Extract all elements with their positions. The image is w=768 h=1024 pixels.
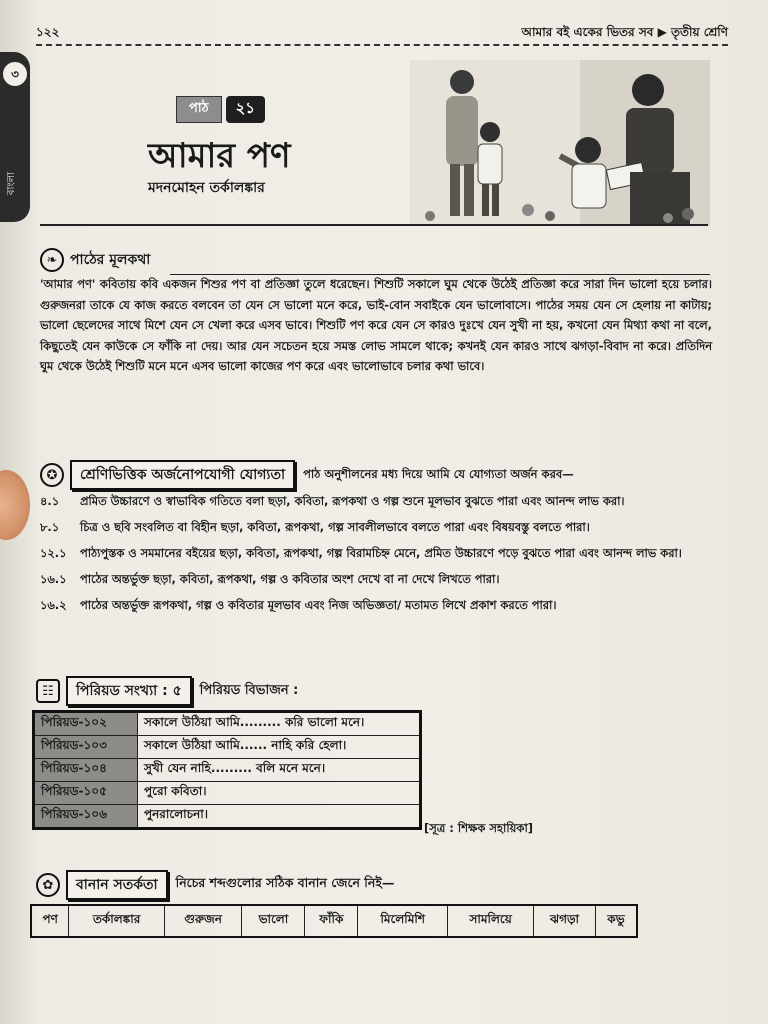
table-row: পিরিয়ড-১০৪ সুখী যেন নাহি......... বলি মনে মনে। [34, 759, 421, 782]
competency-list [40, 492, 720, 622]
list-item: ১৬.২ পাঠের অন্তর্ভুক্ত রূপকথা, গল্প ও কবিতার মূলভাব এবং নিজ অভিজ্ঞতা/ মতামত লিখে প্রকাশ করতে পারা। [40, 598, 557, 612]
table-row: পিরিয়ড-১০৫ পুরো কবিতা। [34, 782, 421, 805]
table-row: পণ তর্কালঙ্কার গুরুজন ভালো ফাঁকি মিলেমিশি সামলিয়ে ঝগড়া কভু [31, 905, 637, 937]
list-item: ১২.১ পাঠ্যপুস্তক ও সমমানের বইয়ের ছড়া, কবিতা, রূপকথা, গল্প বিরামচিহ্ন মেনে, প্রমিত উচ্চারণে পড়ে বুঝতে পারা এবং আনন্দ লাভ করা। [40, 546, 682, 560]
page-title: আমার পণ [148, 136, 291, 176]
book-title: আমার বই একের ভিতর সব [521, 25, 654, 39]
badge-icon: ✪ [40, 463, 64, 487]
finger-thumb [0, 470, 30, 540]
tab-number: ৩ [3, 62, 27, 86]
lesson-word: পাঠ [176, 96, 222, 123]
bookmark-icon: ❧ [40, 248, 64, 272]
running-header [522, 24, 728, 44]
table-row: পিরিয়ড-১০২ সকালে উঠিয়া আমি......... করি ভালো মনে। [34, 712, 421, 736]
summary-heading: ❧ পাঠের মূলকথা [40, 248, 150, 272]
spelling-note: নিচের শব্দগুলোর সঠিক বানান জেনে নিই— [175, 875, 395, 890]
author-name: মদনমোহন তর্কালঙ্কার [148, 180, 265, 196]
bee-icon: ✿ [36, 873, 60, 897]
calendar-icon: ☷ [36, 679, 60, 703]
list-item: ১৬.১ পাঠের অন্তর্ভুক্ত ছড়া, কবিতা, রূপকথা, গল্প ও কবিতার অংশ দেখে বা না দেখে লিখতে পারা। [40, 572, 500, 586]
page-number: ১২২ [36, 25, 60, 39]
header-divider [36, 44, 728, 46]
lesson-number: ২১ [226, 96, 266, 123]
period-table [32, 710, 422, 830]
table-row: পিরিয়ড-১০৩ সকালে উঠিয়া আমি...... নাহি করি হেলা। [34, 736, 421, 759]
lesson-badge [176, 96, 265, 123]
summary-text: 'আমার পণ' কবিতায় কবি একজন শিশুর পণ বা প্রতিজ্ঞা তুলে ধরেছেন। শিশুটি সকালে ঘুম থেকে উঠেই প্রতিজ্ঞা করে সারা দিন ভালো হয়ে চলার। গুরুজনরা তাকে যে কাজ করতে বলবেন তা যেন সে ভালো মনে করে, ভাই-বোন সবাইকে যেন ভালোবাসে। পাঠের সময় যেন সে হেলায় না কাটায়; ভালো ছেলেদের সাথে মিশে যেন সে খেলা করে এসব ভাবে। শিশুটি পণ করে যেন সে কারও দুঃখে যেন সুখী না হয়, কখনো যেন মিথ্যা কথা না বলে, কিছুতেই যেন কাউকে সে ফাঁকি না দেয়। আর যেন সচেতন হয়ে সমস্ত লোভ সামলে থাকে; কখনই যেন কারও সাথে ঝগড়া-বিবাদ না করে। প্রতিদিন ঘুম থেকে উঠেই শিশুটি মনে মনে এসব ভালো কাজের পণ করে এবং ভালোভাবে চলার কথা ভাবে। [40, 277, 712, 373]
title-divider [40, 224, 708, 226]
period-heading: ☷ পিরিয়ড সংখ্যা : ৫ পিরিয়ড বিভাজন : [36, 676, 298, 706]
list-item: ৮.১ চিত্র ও ছবি সংবলিত বা বিহীন ছড়া, কবিতা, রূপকথা, গল্প সাবলীলভাবে বলতে পারা এবং বিষয়বস্তু বলতে পারা। [40, 520, 590, 534]
arrow-icon: ▶ [657, 25, 672, 39]
source-note: [সূত্র : শিক্ষক সহায়িকা] [424, 821, 534, 835]
tab-label: বাংলা [6, 172, 17, 196]
list-item: ৪.১ প্রমিত উচ্চারণে ও স্বাভাবিক গতিতে বলা ছড়া, কবিতা, রূপকথা ও গল্প শুনে মূলভাব বুঝতে পারা এবং আনন্দ লাভ করা। [40, 494, 625, 508]
chapter-side-tab [0, 52, 30, 222]
spelling-heading: ✿ বানান সতর্কতা নিচের শব্দগুলোর সঠিক বানান জেনে নিই— [36, 870, 394, 900]
table-row: পিরিয়ড-১০৬ পুনরালোচনা। [34, 805, 421, 829]
class-label: তৃতীয় শ্রেণি [671, 25, 728, 39]
competency-note: পাঠ অনুশীলনের মধ্য দিয়ে আমি যে যোগ্যতা অর্জন করব— [303, 466, 574, 481]
lesson-illustration [410, 60, 710, 226]
period-division-label: পিরিয়ড বিভাজন : [199, 682, 299, 698]
competency-heading: ✪ শ্রেণিভিত্তিক অর্জনোপযোগী যোগ্যতা পাঠ অনুশীলনের মধ্য দিয়ে আমি যে যোগ্যতা অর্জন করব— [40, 460, 574, 490]
spelling-table [30, 904, 638, 938]
